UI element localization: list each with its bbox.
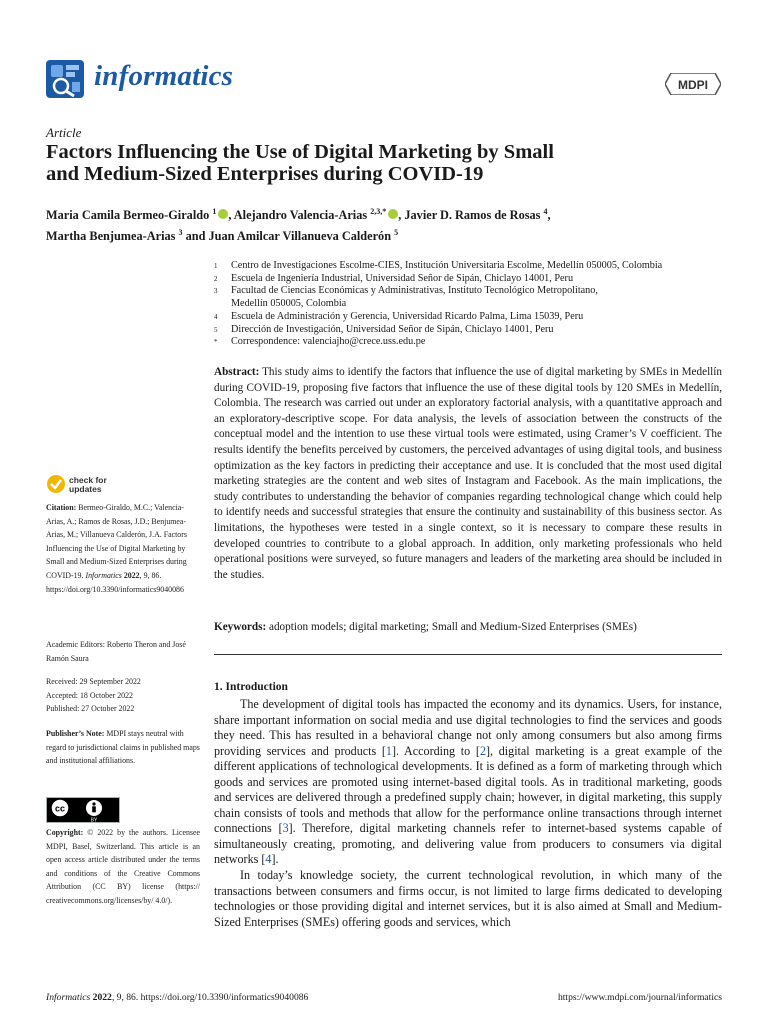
author-name[interactable]: Javier D. Ramos de Rosas (404, 208, 541, 223)
copyright-text: © 2022 by the authors. Licensee MDPI, Basel, Switzerland. This article is an open access article distributed under the terms and conditions of the Creative Commons Attribution (CC BY) license (https:// creativecommons.org/licenses/by/ 4.0/). (46, 828, 200, 905)
affiliation-item (214, 260, 724, 273)
affiliation-text: Escuela de Administración y Gerencia, Universidad Ricardo Palma, Lima 15039, Peru (231, 310, 584, 322)
keywords (214, 621, 722, 633)
affiliation-item (214, 324, 724, 337)
citation-link[interactable]: 3 (282, 821, 289, 836)
dates-block (46, 675, 200, 716)
author-name[interactable]: Maria Camila Bermeo-Giraldo (46, 208, 210, 223)
title-line-2: and Medium-Sized Enterprises during COVID-19 (46, 163, 484, 185)
mdpi-logo-icon (665, 73, 721, 95)
informatics-logo-icon (44, 58, 86, 100)
copyright-block (46, 826, 200, 908)
footer-journal: Informatics (46, 992, 91, 1003)
copyright-label: Copyright: (46, 828, 84, 837)
paragraph: In today’s knowledge society, the current technological revolution, in which many of the transactions between consumers and firms occur, is not limited to large firms dedicated to developing technologies or those providing digital and internet services, but it is also aimed at Small and Medium-Sized Enterprises (SMEs) offering goods and services, which (214, 868, 722, 929)
author-affiliation-ref: 5 (394, 228, 399, 238)
publisher-note (46, 727, 200, 768)
author-name[interactable]: Alejandro Valencia-Arias (233, 208, 368, 223)
citation-link[interactable]: 4 (265, 852, 272, 867)
text-run: ]. According to [ (391, 743, 480, 758)
author-name[interactable]: Juan Amilcar Villanueva Calderón (208, 229, 392, 244)
affiliation-text: Facultad de Ciencias Económicas y Administrativas, Instituto Tecnológico Metropolitano, (231, 285, 598, 297)
affiliations (214, 260, 724, 349)
by-label: BY (90, 817, 98, 823)
affiliation-item (214, 311, 724, 324)
affiliation-text: Dirección de Investigación, Universidad Señor de Sipán, Chiclayo 14001, Peru (231, 323, 554, 335)
affiliation-number: 4 (214, 312, 218, 321)
affiliation-text: Medellín 050005, Colombia (231, 298, 347, 310)
paragraph (214, 697, 722, 868)
article-type: Article (46, 125, 82, 140)
author-name[interactable]: Martha Benjumea-Arias (46, 229, 176, 244)
keywords-text: adoption models; digital marketing; Small and Medium-Sized Enterprises (SMEs) (269, 621, 637, 633)
text-run: ]. (271, 852, 279, 867)
received-date: Received: 29 September 2022 (46, 677, 141, 686)
affiliation-item (214, 298, 724, 311)
citation-journal: Informatics (85, 570, 122, 580)
citation-year: 2022 (123, 570, 140, 580)
academic-editors: Academic Editors: Roberto Theron and José Ramón Saura (46, 640, 186, 663)
cc-label: cc (54, 803, 66, 814)
affiliation-number: 2 (214, 274, 218, 283)
check-for-updates-label[interactable] (69, 476, 107, 494)
author-line-1: Maria Camila Bermeo-Giraldo $^1$ , Alejandro Valencia-Arias $^{2,3,*}$ , Javier D. Ramos de Rosas $^4$, (46, 207, 551, 223)
publisher-note-label: Publisher’s Note: (46, 729, 105, 738)
footer-doi[interactable]: , 9, 86. https://doi.org/10.3390/informatics9040086 (111, 992, 309, 1003)
divider (214, 654, 722, 655)
affiliation-text: Centro de Investigaciones Escolme-CIES, Institución Universitaria Escolme, Medellín 050005, Colombia (231, 260, 663, 271)
journal-name: informatics (94, 60, 234, 92)
keywords-label: Keywords: (214, 621, 267, 633)
author-affiliation-ref: 4 (543, 207, 548, 216)
author-list (46, 203, 726, 245)
affiliation-number: 3 (214, 287, 218, 296)
affiliation-number (214, 298, 231, 311)
orcid-icon[interactable] (388, 209, 398, 219)
abstract-text: This study aims to identify the factors that influence the use of digital marketing by SMEs in Medellín during COVID-19, proposing five factors that influence the use of these digital tools by 120 SMEs in Medellín, Colombia. The research was carried out under an exploratory factorial analysis, with a quantitative approach and an exploratory-descriptive scope. For data analysis, the levels of association between the constructs of the conceptual model and the intention to use these virtual tools were estimated, using Cramer’s V coefficient. The results identify the benefits perceived by customers, the perceived advantages of using digital tools, and business optimization as the key factors in predicting their acceptance and use. It is concluded that the most used digital marketing strategies are the content and web sites of Instagram and Facebook. As the main implications, the study contributes to understanding the behavior of companies regarding technological change which could help to identify needs and successful strategies that ensure the continuity and sustainability of this business sector. As limitations, the hypotheses were tested in a single context, so it is necessary to compare these results in developed countries to contribute to a global approach. In addition, only marketing professionals who held operational positions were surveyed, so future managers and leaders of the marketing area should be included in the studies. (214, 366, 722, 581)
footer-citation (46, 992, 308, 1003)
author-line-2 (46, 224, 726, 245)
abstract (214, 365, 722, 583)
affiliation-item (214, 336, 724, 349)
orcid-icon[interactable] (218, 209, 228, 219)
affiliation-number: 5 (214, 325, 218, 334)
citation-link[interactable]: 1 (385, 743, 392, 758)
citation-text: Bermeo-Giraldo, M.C.; Valencia-Arias, A.; Ramos de Rosas, J.D.; Benjumea-Arias, M.; Villanueva Calderón, J.A. Factors Influencing the Use of Digital Marketing by Small and Medium-Sized Enterprises during COVID-19. (46, 503, 187, 580)
citation-label: Citation: (46, 503, 77, 512)
publisher-note-text: MDPI stays neutral with regard to jurisdictional claims in published maps and institutional affiliations. (46, 729, 200, 766)
text-run: ], digital marketing is a great example of the different applications of technological developments. It is defined as a form of marketing through which goods and services are promoted using internet-based digital tools. As in traditional marketing, goods and services are delivered through a predefined supply chain; however, in digital marketing, this supply chain consists of tools and methods that allow for the performance online transactions through internet connections [ (214, 743, 722, 836)
affiliation-number: 1 (214, 262, 218, 270)
article-title (46, 141, 726, 185)
published-date: Published: 27 October 2022 (46, 704, 135, 714)
check-line-2: updates (69, 484, 102, 494)
author-affiliation-ref: 3 (178, 228, 183, 238)
check-line-1: check for (69, 475, 107, 485)
check-for-updates-icon[interactable] (46, 474, 66, 494)
introduction-body (214, 697, 722, 930)
text-run: ]. Therefore, digital marketing channels refer to internet-based systems capable of simultaneously creating, promoting, and delivering value from producers to consumers via digital networks [ (214, 821, 722, 867)
author-affiliation-ref: 2,3,* (370, 207, 387, 216)
correspondence-text[interactable]: Correspondence: valenciajho@crece.uss.edu.pe (231, 336, 426, 348)
affiliation-number: * (214, 338, 218, 347)
publisher-name: MDPI (678, 78, 708, 92)
section-heading: 1. Introduction (214, 681, 288, 693)
accepted-date: Accepted: 18 October 2022 (46, 690, 133, 700)
footer-journal-url[interactable]: https://www.mdpi.com/journal/informatics (557, 992, 722, 1003)
author-connector: and (185, 229, 206, 244)
text-run: The development of digital tools has impacted the economy and its dynamics. Users, for instance, share important information on social media and use digital technologies to find the services and goods they need. This has resulted in a behavioral change not only among consumers but also among firms providing services and products [ (214, 697, 722, 758)
affiliation-item (214, 273, 724, 286)
abstract-label: Abstract: (214, 366, 260, 378)
affiliation-text: Escuela de Ingeniería Industrial, Universidad Señor de Sipán, Chiclayo 14001, Peru (231, 272, 574, 284)
cc-by-license-icon[interactable] (46, 797, 120, 823)
citation-doi[interactable]: , 9, 86. https://doi.org/10.3390/informatics9040086 (46, 570, 184, 594)
author-affiliation-ref: 1 (212, 207, 217, 216)
footer-year: 2022 (92, 992, 112, 1003)
title-line-1: Factors Influencing the Use of Digital Marketing by Small (46, 141, 554, 163)
affiliation-item (214, 285, 724, 298)
citation-link[interactable]: 2 (479, 743, 486, 758)
citation-block (46, 501, 200, 596)
